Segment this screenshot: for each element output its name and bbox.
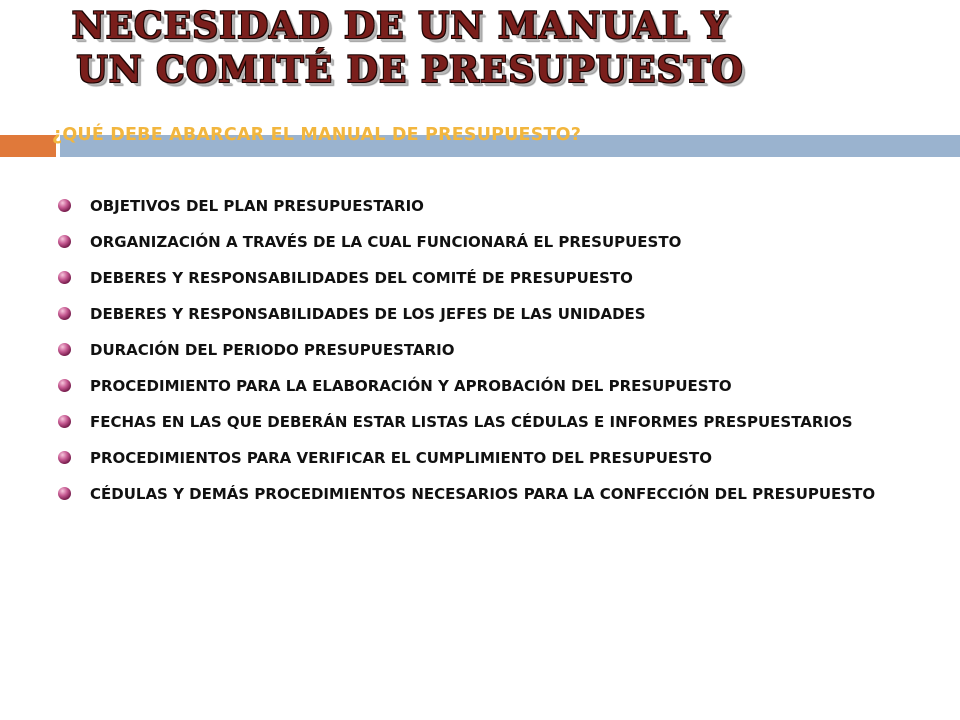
- list-item: [58, 340, 880, 361]
- list-item: [58, 304, 880, 325]
- bullet-text: PROCEDIMIENTOS PARA VERIFICAR EL CUMPLIMIENTO DEL PRESUPUESTO: [90, 449, 712, 467]
- sphere-bullet-icon: [58, 199, 71, 212]
- list-item: [58, 484, 880, 505]
- bullet-text: PROCEDIMIENTO PARA LA ELABORACIÓN Y APROBACIÓN DEL PRESUPUESTO: [90, 377, 732, 395]
- title-line-1: NECESIDAD DE UN MANUAL Y: [71, 5, 729, 47]
- accent-bar-orange: [0, 135, 56, 157]
- sphere-bullet-icon: [58, 271, 71, 284]
- bullet-text: CÉDULAS Y DEMÁS PROCEDIMIENTOS NECESARIOS PARA LA CONFECCIÓN DEL PRESUPUESTO: [90, 485, 876, 503]
- list-item: [58, 196, 880, 217]
- sphere-bullet-icon: [58, 235, 71, 248]
- bullet-text: ORGANIZACIÓN A TRAVÉS DE LA CUAL FUNCIONARÁ EL PRESUPUESTO: [90, 233, 682, 251]
- bullet-text: DEBERES Y RESPONSABILIDADES DEL COMITÉ DE PRESUPUESTO: [90, 269, 633, 287]
- sphere-bullet-icon: [58, 307, 71, 320]
- sphere-bullet-icon: [58, 343, 71, 356]
- list-item: [58, 232, 880, 253]
- sphere-bullet-icon: [58, 487, 71, 500]
- slide-subtitle: ¿QUÉ DEBE ABARCAR EL MANUAL DE PRESUPUESTO?: [52, 125, 582, 145]
- bullet-text: OBJETIVOS DEL PLAN PRESUPUESTARIO: [90, 197, 424, 215]
- list-item: [58, 268, 880, 289]
- bullet-text: DEBERES Y RESPONSABILIDADES DE LOS JEFES DE LAS UNIDADES: [90, 305, 646, 323]
- list-item: [58, 376, 880, 397]
- slide-title: [0, 4, 800, 92]
- bullet-list: [58, 196, 880, 520]
- title-line-2: UN COMITÉ DE PRESUPUESTO: [76, 49, 744, 91]
- sphere-bullet-icon: [58, 379, 71, 392]
- bullet-text: FECHAS EN LAS QUE DEBERÁN ESTAR LISTAS LAS CÉDULAS E INFORMES PRESPUESTARIOS: [90, 413, 853, 431]
- list-item: [58, 448, 880, 469]
- bullet-text: DURACIÓN DEL PERIODO PRESUPUESTARIO: [90, 341, 455, 359]
- list-item: [58, 412, 880, 433]
- sphere-bullet-icon: [58, 451, 71, 464]
- sphere-bullet-icon: [58, 415, 71, 428]
